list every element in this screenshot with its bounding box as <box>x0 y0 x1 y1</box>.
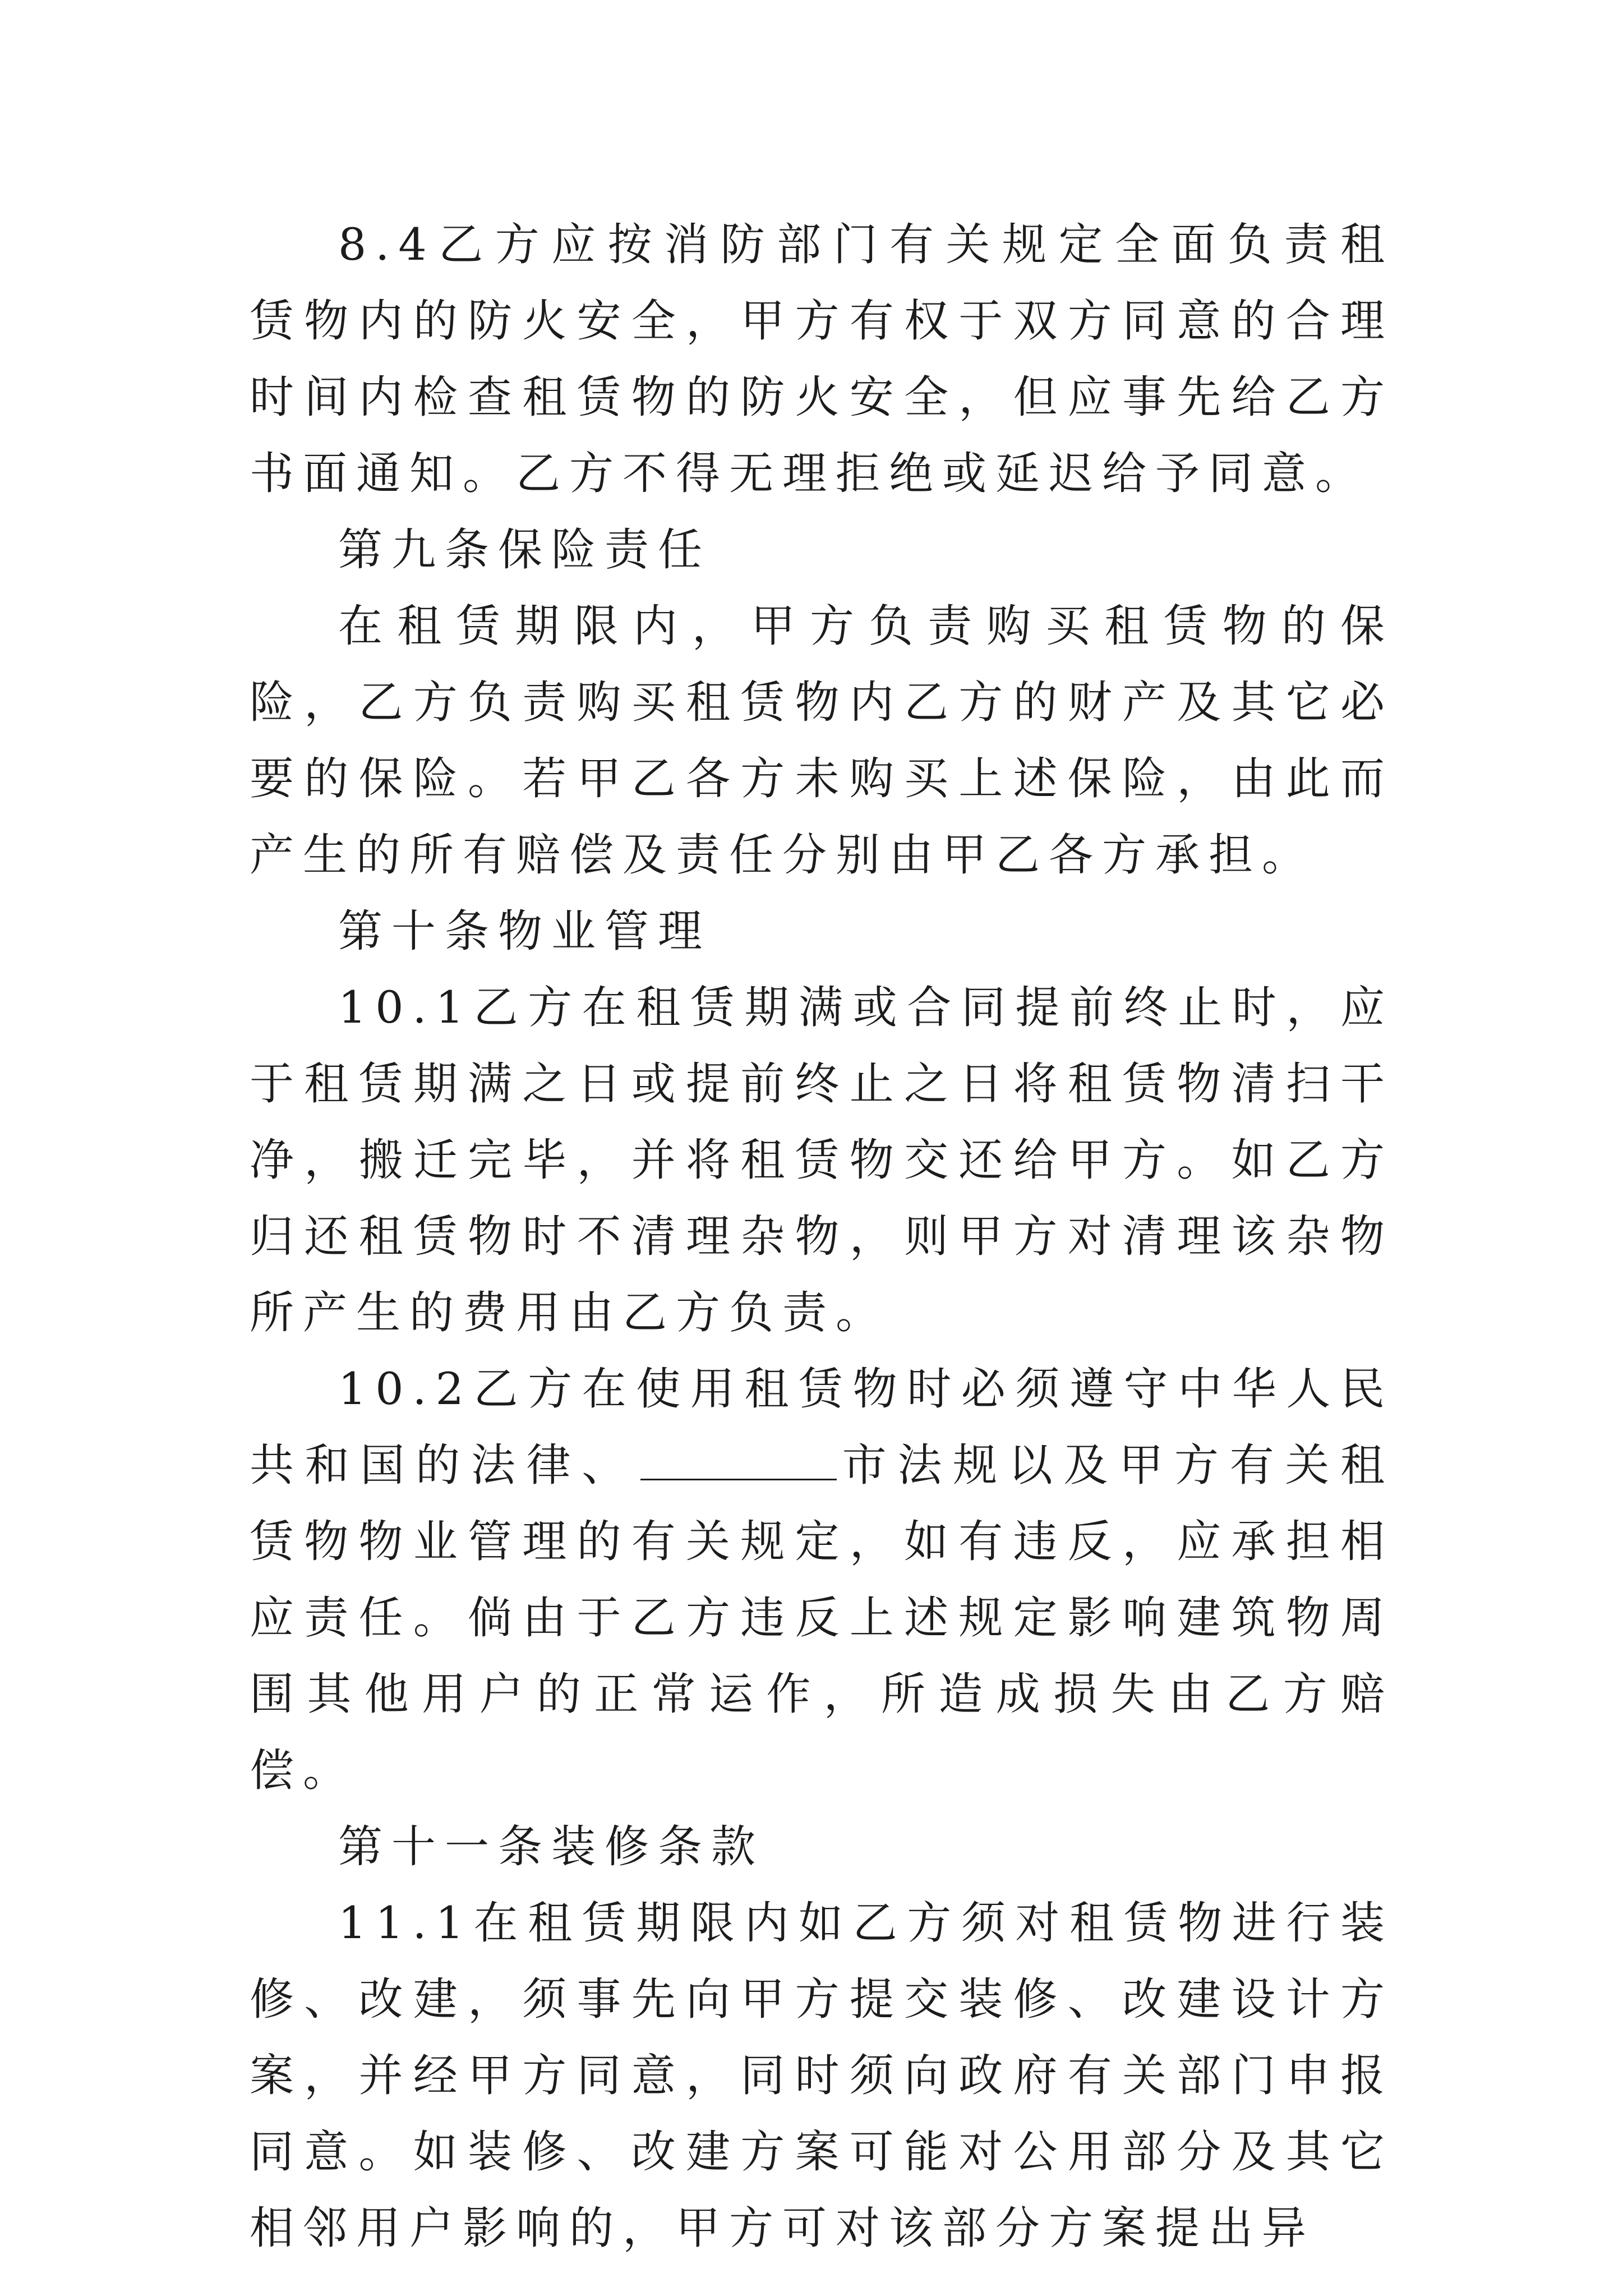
article-11-heading: 第十一条装修条款 <box>338 1821 764 1872</box>
document-body <box>250 206 1394 2266</box>
article-10-heading: 第十条物业管理 <box>338 905 711 957</box>
fill-in-blank <box>640 1439 837 1480</box>
clause-10-2-part-1: 10.2乙方在使用租赁物时必须遵守中华人民共和国的法律、 <box>250 1363 1394 1491</box>
clause-10-2-part-2: 市法规以及甲方有关租赁物物业管理的有关规定，如有违反，应承担相应责任。倘由于乙方违反上述规定影响建筑物周围其他用户的正常运作，所造成损失由乙方赔偿。 <box>250 1439 1394 1796</box>
clause-8-4: 8.4乙方应按消防部门有关规定全面负责租赁物内的防火安全，甲方有权于双方同意的合理时间内检查租赁物的防火安全，但应事先给乙方书面通知。乙方不得无理拒绝或延迟给予同意。 <box>250 219 1394 499</box>
article-9-heading: 第九条保险责任 <box>338 524 711 576</box>
clause-11-1: 11.1在租赁期限内如乙方须对租赁物进行装修、改建，须事先向甲方提交装修、改建设计方案，并经甲方同意，同时须向政府有关部门申报同意。如装修、改建方案可能对公用部分及其它相邻用户影响的，甲方可对该部分方案提出异 <box>250 1897 1394 2254</box>
clause-10-2 <box>250 1351 1394 1809</box>
article-9-text: 在租赁期限内，甲方负责购买租赁物的保险，乙方负责购买租赁物内乙方的财产及其它必要的保险。若甲乙各方未购买上述保险，由此而产生的所有赔偿及责任分别由甲乙各方承担。 <box>250 600 1394 881</box>
clause-10-1: 10.1乙方在租赁期满或合同提前终止时，应于租赁期满之日或提前终止之日将租赁物清扫干净，搬迁完毕，并将租赁物交还给甲方。如乙方归还租赁物时不清理杂物，则甲方对清理该杂物所产生的费用由乙方负责。 <box>250 982 1394 1338</box>
